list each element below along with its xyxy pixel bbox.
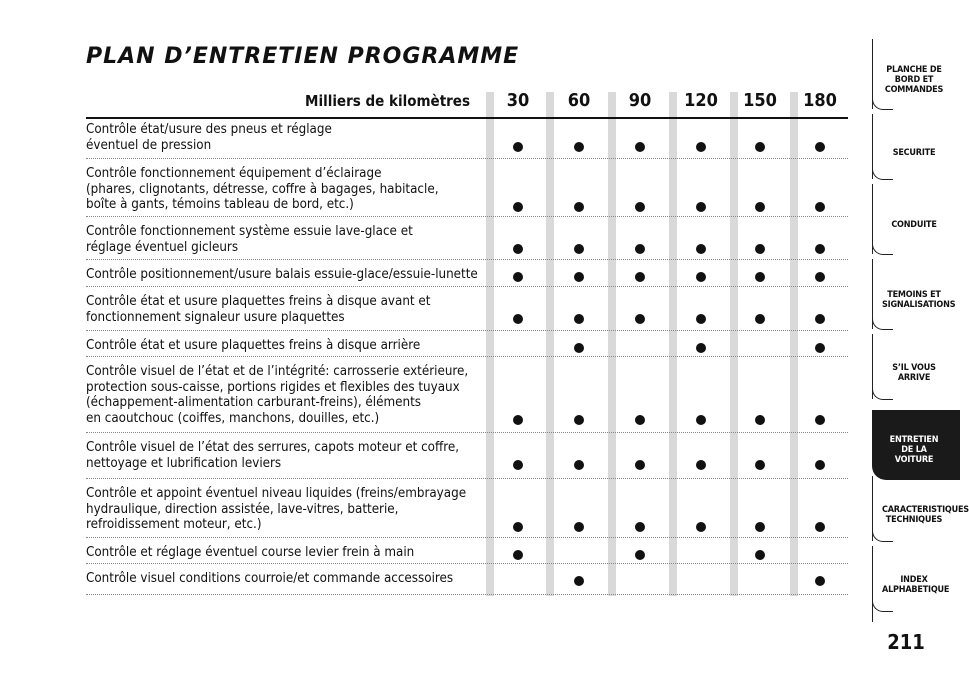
maintenance-dot: [696, 202, 706, 212]
maintenance-dot: [696, 522, 706, 532]
maintenance-dot: [696, 343, 706, 353]
maintenance-dot: [513, 142, 523, 152]
tab-label-line: CARACTERISTIQUES: [882, 504, 969, 515]
row-label-line: Contrôle état/usure des pneus et réglage: [86, 122, 332, 137]
maintenance-dot: [635, 522, 645, 532]
header-rule: [86, 117, 848, 119]
maintenance-dot: [513, 244, 523, 254]
column-header-30: 30: [506, 90, 530, 111]
tab-label-line: TEMOINS ET: [887, 290, 941, 300]
tab-label-line: SIGNALISATIONS: [882, 300, 956, 310]
row-label-line: refroidissement moteur, etc.): [86, 517, 262, 532]
maintenance-dot: [815, 460, 825, 470]
row-label: [86, 571, 492, 587]
maintenance-dot: [755, 244, 765, 254]
maintenance-dot: [574, 343, 584, 353]
table-row: [86, 267, 848, 287]
maintenance-dot: [574, 522, 584, 532]
table-row: [86, 122, 848, 159]
maintenance-dot: [755, 415, 765, 425]
row-label-line: Contrôle état et usure plaquettes freins à disque avant et: [86, 294, 431, 309]
maintenance-dot: [696, 244, 706, 254]
row-label-line: en caoutchouc (coiffes, manchons, douilles, etc.): [86, 410, 380, 426]
page-title: PLAN D’ENTRETIEN PROGRAMME: [86, 44, 520, 69]
maintenance-dot: [815, 576, 825, 586]
row-label-line: Contrôle visuel conditions courroie/et commande accessoires: [86, 571, 454, 586]
maintenance-dot: [574, 314, 584, 324]
maintenance-dot: [513, 415, 523, 425]
tab-label-line: SECURITE: [892, 147, 936, 158]
row-label-line: Contrôle positionnement/usure balais essuie-glace/essuie-lunette: [86, 267, 478, 282]
maintenance-dot: [696, 272, 706, 282]
column-header-180: 180: [803, 90, 837, 111]
tab-conduite[interactable]: [882, 220, 946, 230]
maintenance-dot: [635, 142, 645, 152]
tab-divider-curve: [872, 99, 893, 110]
maintenance-dot: [513, 550, 523, 560]
maintenance-dot: [755, 314, 765, 324]
maintenance-dot: [635, 550, 645, 560]
row-label-line: fonctionnement signaleur usure plaquettes: [86, 309, 345, 325]
maintenance-dot: [696, 142, 706, 152]
table-row: [86, 338, 848, 357]
tab-label-line: BORD ET: [894, 75, 934, 85]
row-label: [86, 364, 492, 426]
row-label: [86, 224, 492, 255]
maintenance-dot: [815, 343, 825, 353]
tab-divider-curve: [872, 319, 893, 330]
table-row: [86, 166, 848, 217]
column-header-label: Milliers de kilomètres: [305, 92, 470, 110]
maintenance-dot: [513, 314, 523, 324]
table-row: [86, 224, 848, 260]
maintenance-dot: [815, 415, 825, 425]
maintenance-dot: [574, 244, 584, 254]
maintenance-dot: [815, 142, 825, 152]
tab-label-line: CONDUITE: [891, 220, 937, 230]
row-label-line: éventuel de pression: [86, 137, 212, 153]
row-label-line: Contrôle et réglage éventuel course levier frein à main: [86, 545, 415, 560]
maintenance-dot: [574, 460, 584, 470]
tab-entretien-de-la-voiture[interactable]: [882, 435, 946, 465]
table-row: [86, 486, 848, 538]
maintenance-dot: [815, 314, 825, 324]
table-row: [86, 571, 848, 595]
side-navigation: [868, 20, 969, 620]
tab-label-line: ARRIVE: [897, 372, 931, 383]
maintenance-dot: [574, 272, 584, 282]
row-label-line: réglage éventuel gicleurs: [86, 239, 239, 255]
row-label-line: boîte à gants, témoins tableau de bord, etc.): [86, 197, 354, 212]
column-header-120: 120: [684, 90, 718, 111]
maintenance-dot: [696, 314, 706, 324]
maintenance-dot: [755, 460, 765, 470]
row-label: [86, 486, 492, 533]
column-header-60: 60: [567, 90, 591, 111]
row-label-line: nettoyage et lubrification leviers: [86, 455, 282, 471]
tab-divider-curve: [872, 601, 893, 612]
maintenance-dot: [574, 202, 584, 212]
tab-label-line: INDEX: [900, 574, 928, 585]
tab-divider-curve: [872, 389, 893, 400]
maintenance-dot: [574, 576, 584, 586]
maintenance-dot: [815, 244, 825, 254]
tab-label-line: S’IL VOUS: [892, 362, 936, 373]
table-row: [86, 545, 848, 564]
tab-label-line: DE LA VOITURE: [894, 445, 934, 465]
maintenance-dot: [635, 202, 645, 212]
column-header-150: 150: [743, 90, 777, 111]
row-label-line: (échappement-alimentation carburant-freins), éléments: [86, 395, 421, 410]
maintenance-dot: [815, 522, 825, 532]
tab-index-alphabetique[interactable]: [882, 574, 950, 595]
table-row: [86, 440, 848, 479]
maintenance-dot: [815, 272, 825, 282]
row-label-line: Contrôle fonctionnement équipement d’éclairage: [86, 166, 382, 181]
row-label-line: Contrôle fonctionnement système essuie lave-glace et: [86, 224, 413, 239]
row-label: [86, 338, 492, 354]
row-label: [86, 545, 492, 561]
tab-divider: [872, 610, 873, 622]
tab-divider-curve: [872, 169, 893, 180]
row-label: [86, 294, 492, 325]
maintenance-dot: [635, 272, 645, 282]
maintenance-dot: [696, 460, 706, 470]
maintenance-dot: [635, 244, 645, 254]
row-label-line: (phares, clignotants, détresse, coffre à bagages, habitacle,: [86, 181, 439, 197]
row-label: [86, 267, 492, 283]
page-number: 211: [887, 630, 925, 654]
tab-divider-curve: [872, 244, 893, 255]
tab-planche-de-bord-et-commandes[interactable]: [882, 65, 946, 95]
tab-label-line: ALPHABETIQUE: [882, 584, 950, 595]
maintenance-dot: [574, 415, 584, 425]
row-label-line: protection sous-caisse, portions rigides et flexibles des tuyaux: [86, 379, 460, 395]
maintenance-dot: [755, 142, 765, 152]
row-label-line: Contrôle état et usure plaquettes freins à disque arrière: [86, 338, 421, 353]
tab-label-line: PLANCHE DE: [886, 65, 942, 75]
tab-s-il-vous-arrive[interactable]: [882, 363, 946, 383]
row-label: [86, 122, 492, 153]
maintenance-dot: [635, 415, 645, 425]
maintenance-dot: [513, 202, 523, 212]
tab-divider-curve: [872, 531, 893, 542]
tab-securite[interactable]: [882, 148, 946, 158]
table-row: [86, 364, 848, 433]
tab-caracteristiques-techniques[interactable]: [882, 504, 969, 525]
row-label: [86, 440, 492, 471]
row-label-line: Contrôle et appoint éventuel niveau liquides (freins/embrayage: [86, 486, 467, 501]
maintenance-dot: [815, 202, 825, 212]
tab-temoins-et-signalisations[interactable]: [882, 290, 956, 310]
table-row: [86, 294, 848, 331]
maintenance-dot: [755, 202, 765, 212]
maintenance-dot: [755, 550, 765, 560]
tab-label-line: TECHNIQUES: [885, 514, 943, 525]
row-label-line: hydraulique, direction assistée, lave-vitres, batterie,: [86, 501, 399, 517]
maintenance-dot: [513, 272, 523, 282]
row-label-line: Contrôle visuel de l’état des serrures, capots moteur et coffre,: [86, 440, 460, 455]
column-header-90: 90: [628, 90, 652, 111]
tab-label-line: COMMANDES: [884, 85, 944, 95]
row-label-line: Contrôle visuel de l’état et de l’intégrité: carrosserie extérieure,: [86, 364, 469, 379]
maintenance-dot: [574, 142, 584, 152]
tab-label-line: ENTRETIEN: [889, 435, 939, 445]
maintenance-dot: [635, 314, 645, 324]
maintenance-dot: [755, 272, 765, 282]
maintenance-dot: [513, 460, 523, 470]
row-label: [86, 166, 492, 213]
maintenance-dot: [755, 522, 765, 532]
maintenance-dot: [696, 415, 706, 425]
maintenance-dot: [513, 522, 523, 532]
maintenance-dot: [635, 460, 645, 470]
